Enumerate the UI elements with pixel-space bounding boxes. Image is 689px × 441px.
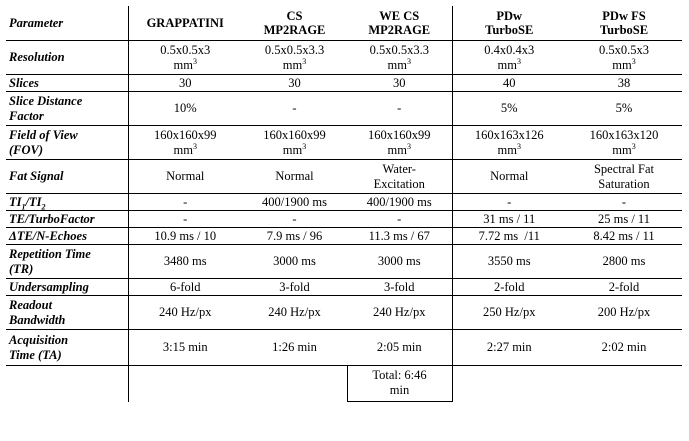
cell-value: 38 <box>566 75 682 92</box>
label-slice-distance: Slice Distance Factor <box>6 92 128 126</box>
header-row <box>6 6 682 41</box>
row-fov <box>6 126 682 160</box>
cell-value: 5% <box>452 92 566 126</box>
row-fat-signal <box>6 160 682 194</box>
row-ti <box>6 194 682 211</box>
cell-value: 5% <box>566 92 682 126</box>
cell-value: 400/1900 ms <box>347 194 452 211</box>
cell-value: Water- Excitation <box>347 160 452 194</box>
cell-value: 0.5x0.5x3 $mm^3$ <box>566 41 682 75</box>
cell-value: 2:02 min <box>566 330 682 366</box>
cell-value: 40 <box>452 75 566 92</box>
empty-cell <box>452 366 566 402</box>
cell-value: 400/1900 ms <box>242 194 347 211</box>
label-fat-signal: Fat Signal <box>6 160 128 194</box>
row-repetition-time <box>6 245 682 279</box>
header-col-pdw-turbose: PDw TurboSE <box>452 6 566 41</box>
cell-value: 3-fold <box>347 279 452 296</box>
label-resolution: Resolution <box>6 41 128 75</box>
row-slice-distance <box>6 92 682 126</box>
cell-value: - <box>242 211 347 228</box>
cell-value: 30 <box>242 75 347 92</box>
row-undersampling <box>6 279 682 296</box>
cell-value: 2800 ms <box>566 245 682 279</box>
cell-value: 160x163x126 $mm^3$ <box>452 126 566 160</box>
cell-value: 3550 ms <box>452 245 566 279</box>
cell-value: 2:05 min <box>347 330 452 366</box>
cell-value: 250 Hz/px <box>452 296 566 330</box>
cell-value: 3480 ms <box>128 245 242 279</box>
cell-value: 7.9 ms / 96 <box>242 228 347 245</box>
cell-value: 2-fold <box>452 279 566 296</box>
cell-value: 10.9 ms / 10 <box>128 228 242 245</box>
header-col-cs-mp2rage: CS MP2RAGE <box>242 6 347 41</box>
empty-cell <box>6 366 128 402</box>
cell-value: 1:26 min <box>242 330 347 366</box>
header-parameter: Parameter <box>6 6 128 41</box>
label-dte-echoes: ΔTE/N-Echoes <box>6 228 128 245</box>
cell-value: Spectral Fat Saturation <box>566 160 682 194</box>
cell-value: 3-fold <box>242 279 347 296</box>
header-col-we-cs-mp2rage: WE CS MP2RAGE <box>347 6 452 41</box>
label-ti: $TI_1/TI_2$ <box>6 194 128 211</box>
cell-value: 240 Hz/px <box>242 296 347 330</box>
cell-value: 160x163x120 $mm^3$ <box>566 126 682 160</box>
header-col-pdw-fs-turbose: PDw FS TurboSE <box>566 6 682 41</box>
cell-value: 2-fold <box>566 279 682 296</box>
cell-value: 31 ms / 11 <box>452 211 566 228</box>
cell-value: 8.42 ms / 11 <box>566 228 682 245</box>
row-total <box>6 366 682 402</box>
cell-value: 240 Hz/px <box>128 296 242 330</box>
label-te-turbofactor: TE/TurboFactor <box>6 211 128 228</box>
cell-value: 3000 ms <box>242 245 347 279</box>
label-repetition-time: Repetition Time (TR) <box>6 245 128 279</box>
cell-value: - <box>566 194 682 211</box>
cell-value: 30 <box>128 75 242 92</box>
label-slices: Slices <box>6 75 128 92</box>
cell-value: 3:15 min <box>128 330 242 366</box>
row-acquisition-time <box>6 330 682 366</box>
empty-cell <box>242 366 347 402</box>
cell-value: 0.5x0.5x3.3 $mm^3$ <box>242 41 347 75</box>
cell-value: - <box>128 211 242 228</box>
cell-value: 30 <box>347 75 452 92</box>
cell-value: - <box>452 194 566 211</box>
row-te-turbofactor <box>6 211 682 228</box>
cell-value: 7.72 ms /11 <box>452 228 566 245</box>
row-slices <box>6 75 682 92</box>
cell-value: 10% <box>128 92 242 126</box>
cell-value: 3000 ms <box>347 245 452 279</box>
cell-value: - <box>242 92 347 126</box>
cell-value: - <box>347 92 452 126</box>
cell-value: 160x160x99 $mm^3$ <box>242 126 347 160</box>
cell-value: 200 Hz/px <box>566 296 682 330</box>
cell-value: 6-fold <box>128 279 242 296</box>
cell-value: Normal <box>242 160 347 194</box>
cell-value: 0.5x0.5x3 $mm^3$ <box>128 41 242 75</box>
cell-value: 2:27 min <box>452 330 566 366</box>
label-fov: Field of View (FOV) <box>6 126 128 160</box>
cell-value: 240 Hz/px <box>347 296 452 330</box>
header-col-grappatini: GRAPPATINI <box>128 6 242 41</box>
cell-value: 0.4x0.4x3 $mm^3$ <box>452 41 566 75</box>
empty-cell <box>566 366 682 402</box>
empty-cell <box>128 366 242 402</box>
row-readout-bandwidth <box>6 296 682 330</box>
cell-value: 25 ms / 11 <box>566 211 682 228</box>
cell-value: Normal <box>452 160 566 194</box>
cell-value: 11.3 ms / 67 <box>347 228 452 245</box>
cell-value: 160x160x99 $mm^3$ <box>128 126 242 160</box>
label-undersampling: Undersampling <box>6 279 128 296</box>
row-dte-echoes <box>6 228 682 245</box>
cell-value: Normal <box>128 160 242 194</box>
total-time: Total: 6:46 min <box>347 366 452 402</box>
label-readout-bandwidth: Readout Bandwidth <box>6 296 128 330</box>
mri-parameter-table <box>6 6 682 402</box>
cell-value: 160x160x99 $mm^3$ <box>347 126 452 160</box>
label-acquisition-time: Acquisition Time (TA) <box>6 330 128 366</box>
row-resolution <box>6 41 682 75</box>
cell-value: 0.5x0.5x3.3 $mm^3$ <box>347 41 452 75</box>
cell-value: - <box>347 211 452 228</box>
cell-value: - <box>128 194 242 211</box>
